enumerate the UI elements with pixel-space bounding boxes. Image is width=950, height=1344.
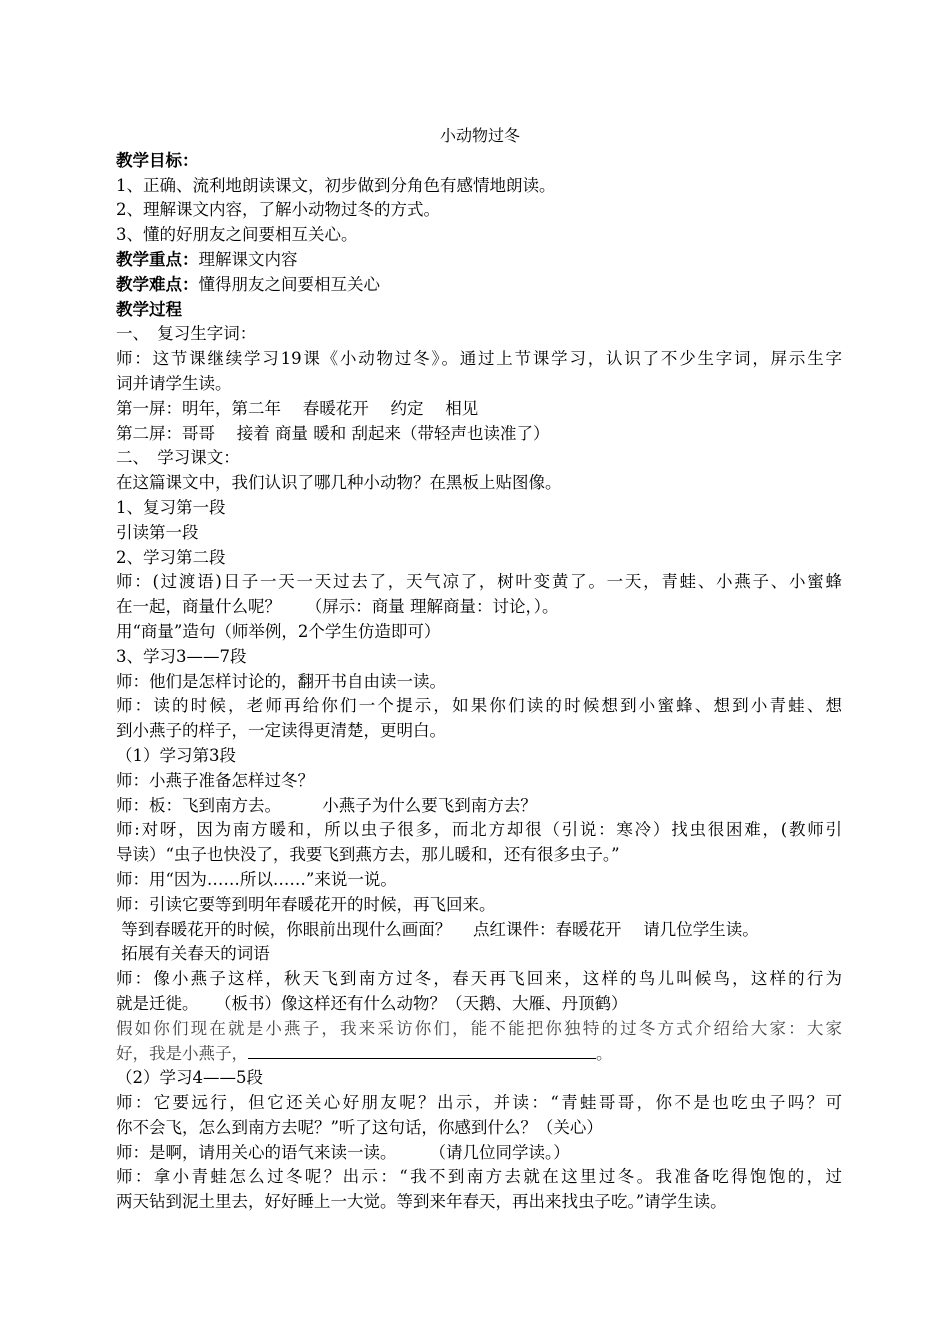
paragraph-line: 第一屏：明年，第二年 春暖花开 约定 相见 (116, 398, 479, 418)
objective-3: 3、懂的好朋友之间要相互关心。 (116, 225, 358, 245)
paragraph-line: 师：拿小青蛙怎么过冬呢？出示：“我不到南方去就在这里过冬。我准备吃得饱饱的，过 (116, 1167, 842, 1187)
paragraph-line: 在这篇课文中，我们认识了哪几种小动物？在黑板上贴图像。 (116, 473, 562, 493)
paragraph-line: 1、复习第一段 (116, 497, 226, 517)
document-title: 小动物过冬 (439, 126, 520, 145)
paragraph-line: 师：用“因为……所以……”来说一说。 (116, 869, 397, 889)
paragraph-line: 师：他们是怎样讨论的，翻开书自由读一读。 (116, 671, 446, 691)
paragraph-line: 导读）“虫子也快没了，我要飞到燕方去，那儿暖和，还有很多虫子。” (116, 845, 620, 865)
paragraph-line: 在一起，商量什么呢？ （屏示：商量 理解商量：讨论，）。 (116, 597, 559, 617)
paragraph-line: 师：这节课继续学习19课《小动物过冬》。通过上节课学习，认识了不少生字词，屏示生字 (116, 349, 842, 369)
paragraph-line: 师:对呀，因为南方暖和，所以虫子很多，而北方却很（引说：寒冷）找虫很困难，(教师引 (116, 820, 842, 840)
paragraph-line: 到小燕子的样子，一定读得更清楚，更明白。 (116, 721, 446, 741)
paragraph-line: 拓展有关春天的词语 (116, 944, 270, 964)
paragraph-line: 二、 学习课文： (116, 448, 240, 468)
fill-in-prefix: 好，我是小燕子， (116, 1044, 248, 1064)
fill-in-suffix: 。 (596, 1044, 613, 1064)
key-point-label: 教学重点： (116, 249, 199, 269)
paragraph-line: 师：小燕子准备怎样过冬？ (116, 770, 314, 790)
paragraph-line: 师：板：飞到南方去。 小燕子为什么要飞到南方去？ (116, 795, 537, 815)
key-point-line (116, 248, 842, 273)
paragraph-line: 你不会飞，怎么到南方去呢？”听了这句话，你感到什么？（关心） (116, 1117, 603, 1137)
paragraph-line: 假如你们现在就是小燕子，我来采访你们，能不能把你独特的过冬方式介绍给大家：大家 (116, 1018, 842, 1038)
paragraph-line: 师：它要远行，但它还关心好朋友呢？出示，并读：“青蛙哥哥，你不是也吃虫子吗？可 (116, 1093, 842, 1113)
document-page (116, 124, 842, 1215)
paragraph-line: 师：像小燕子这样，秋天飞到南方过冬，春天再飞回来，这样的鸟儿叫候鸟，这样的行为 (116, 969, 842, 989)
section-heading-process: 教学过程 (116, 299, 182, 319)
difficulty-text: 懂得朋友之间要相互关心 (198, 274, 380, 294)
paragraph-line: 第二屏：哥哥 接着 商量 暖和 刮起来（带轻声也读准了） (116, 423, 550, 443)
paragraph-line: 引读第一段 (116, 522, 199, 542)
paragraph-line: 词并请学生读。 (116, 373, 232, 393)
paragraph-line: 3、学习3——7段 (116, 646, 247, 666)
paragraph-line: 两天钻到泥土里去，好好睡上一大觉。等到来年春天，再出来找虫子吃。”请学生读。 (116, 1192, 727, 1212)
paragraph-line: （2）学习4——5段 (116, 1068, 263, 1088)
paragraph-line: 用“商量”造句（师举例，2个学生仿造即可） (116, 621, 441, 641)
paragraph-line: 师：引读它要等到明年春暖花开的时候，再飞回来。 (116, 894, 496, 914)
objective-2: 2、理解课文内容，了解小动物过冬的方式。 (116, 200, 440, 220)
difficulty-label: 教学难点： (116, 274, 199, 294)
fill-in-line (116, 1041, 842, 1066)
fill-in-blank (248, 1041, 596, 1059)
paragraph-line: 2、学习第二段 (116, 547, 226, 567)
paragraph-line: 一、 复习生字词： (116, 324, 257, 344)
paragraph-line: 师：是啊，请用关心的语气来读一读。 （请几位同学读。） (116, 1142, 570, 1162)
key-point-text: 理解课文内容 (198, 249, 298, 269)
paragraph-line: 就是迁徙。 （板书）像这样还有什么动物？（天鹅、大雁、丹顶鹤） (116, 993, 628, 1013)
objective-1: 1、正确、流利地朗读课文，初步做到分角色有感情地朗读。 (116, 175, 556, 195)
section-heading-objectives: 教学目标： (116, 150, 199, 170)
paragraph-line: 师：(过渡语)日子一天一天过去了，天气凉了，树叶变黄了。一天，青蛙、小燕子、小蜜蜂 (116, 572, 842, 592)
paragraph-line: 等到春暖花开的时候，你眼前出现什么画面？ 点红课件：春暖花开 请几位学生读。 (116, 919, 759, 939)
difficulty-line (116, 273, 842, 298)
paragraph-line: 师：读的时候，老师再给你们一个提示，如果你们读的时候想到小蜜蜂、想到小青蛙、想 (116, 696, 842, 716)
paragraph-line: （1）学习第3段 (116, 745, 236, 765)
